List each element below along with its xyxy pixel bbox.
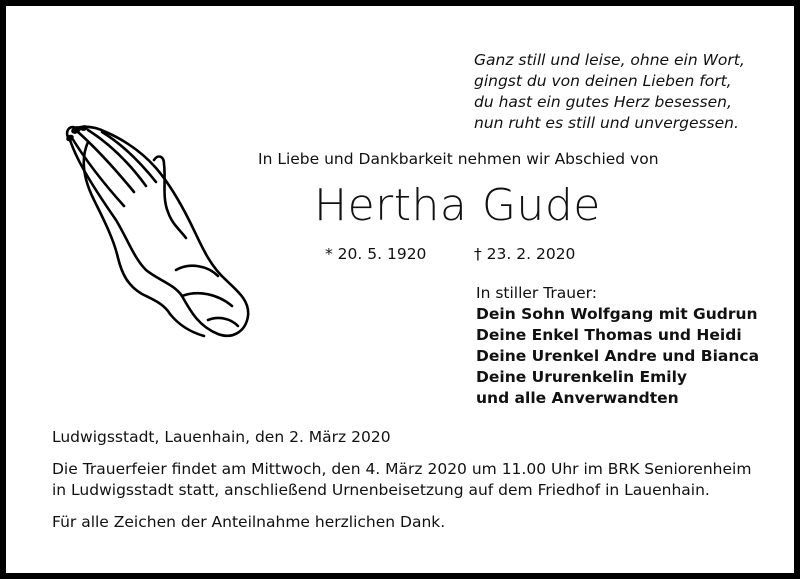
mourners-label: In stiller Trauer: (476, 284, 597, 302)
mourner-line: Deine Ururenkelin Emily (476, 368, 688, 386)
place-and-date: Ludwigsstadt, Lauenhain, den 2. März 2020 (52, 428, 391, 446)
mourner-line: Deine Urenkel Andre und Bianca (476, 347, 760, 365)
death-date: † 23. 2. 2020 (474, 245, 576, 263)
poem-line: nun ruht es still und unvergessen. (474, 114, 739, 132)
service-details (52, 459, 751, 501)
poem-line: gingst du von deinen Lieben fort, (474, 72, 732, 90)
poem-line: du hast ein gutes Herz besessen, (474, 93, 732, 111)
deceased-name: Hertha Gude (314, 180, 601, 231)
praying-hands-icon (58, 120, 254, 348)
poem (474, 50, 745, 134)
farewell-intro: In Liebe und Dankbarkeit nehmen wir Abschied von (258, 150, 659, 168)
service-line: in Ludwigsstadt statt, anschließend Urnenbeisetzung auf dem Friedhof in Lauenhain. (52, 481, 710, 499)
thanks-note: Für alle Zeichen der Anteilnahme herzlichen Dank. (52, 513, 446, 531)
birth-date: * 20. 5. 1920 (325, 245, 427, 263)
mourners-list (476, 283, 759, 409)
poem-line: Ganz still und leise, ohne ein Wort, (474, 51, 745, 69)
mourner-line: Dein Sohn Wolfgang mit Gudrun (476, 305, 758, 323)
mourner-line: Deine Enkel Thomas und Heidi (476, 326, 742, 344)
mourner-line: und alle Anverwandten (476, 389, 679, 407)
service-line: Die Trauerfeier findet am Mittwoch, den 4. März 2020 um 11.00 Uhr im BRK Seniorenheim (52, 460, 752, 478)
